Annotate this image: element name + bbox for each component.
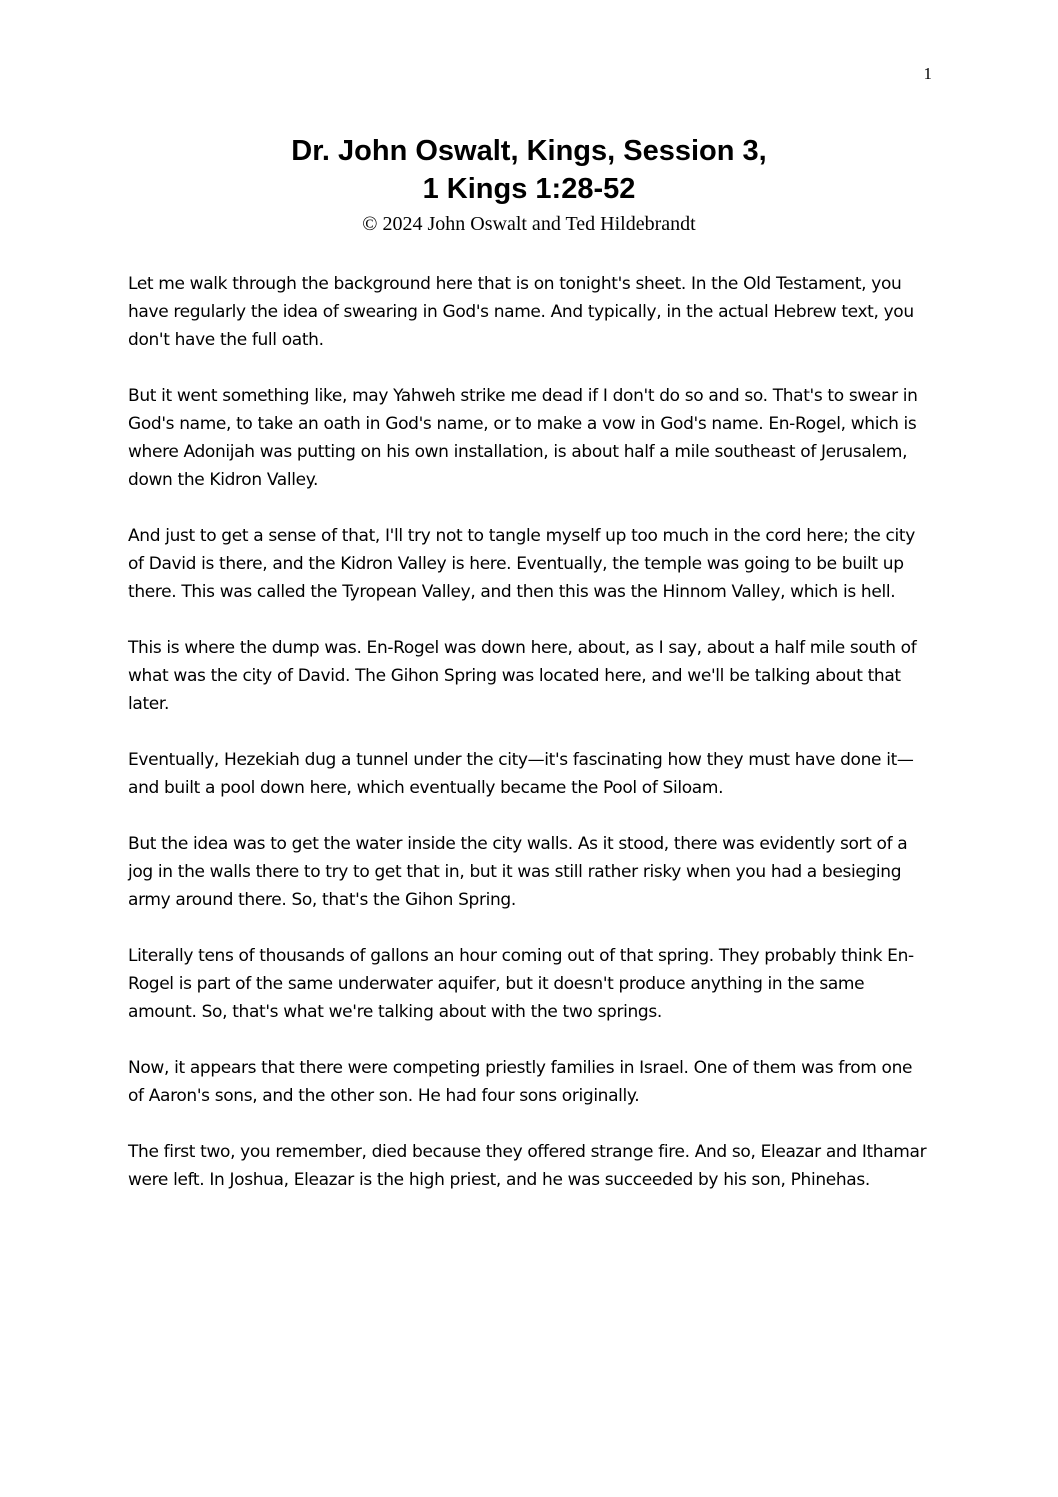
- paragraph: Now, it appears that there were competing priestly families in Israel. One of them was from one of Aaron's sons, and the other son. He had four sons originally.: [128, 1058, 913, 1106]
- paragraph: The first two, you remember, died because they offered strange fire. And so, Eleazar and Ithamar were left. In Joshua, Eleazar is the high priest, and he was succeeded by his son, Phinehas.: [128, 1142, 927, 1190]
- transcript-body: [128, 270, 930, 1222]
- copyright-notice: © 2024 John Oswalt and Ted Hildebrandt: [362, 213, 696, 235]
- paragraph: This is where the dump was. En-Rogel was down here, about, as I say, about a half mile south of what was the city of David. The Gihon Spring was located here, and we'll be talking about that later.: [128, 638, 917, 714]
- paragraph: Eventually, Hezekiah dug a tunnel under the city—it's fascinating how they must have done it—and built a pool down here, which eventually became the Pool of Siloam.: [128, 750, 914, 798]
- paragraph: And just to get a sense of that, I'll try not to tangle myself up too much in the cord here; the city of David is there, and the Kidron Valley is here. Eventually, the temple was going to be built up there. This was called the Tyropean Valley, and then this was the Hinnom Valley, which is hell.: [128, 526, 915, 602]
- document-title-line-2: 1 Kings 1:28-52: [422, 173, 636, 205]
- document-header: [0, 132, 1058, 237]
- paragraph: But it went something like, may Yahweh strike me dead if I don't do so and so. That's to swear in God's name, to take an oath in God's name, or to make a vow in God's name. En-Rogel, which is where Adonijah was putting on his own installation, is about half a mile southeast of Jerusalem, down the Kidron Valley.: [128, 386, 918, 490]
- paragraph: Let me walk through the background here that is on tonight's sheet. In the Old Testament, you have regularly the idea of swearing in God's name. And typically, in the actual Hebrew text, you don't have the full oath.: [128, 274, 914, 350]
- paragraph: Literally tens of thousands of gallons an hour coming out of that spring. They probably think En-Rogel is part of the same underwater aquifer, but it doesn't produce anything in the same amount. So, that's what we're talking about with the two springs.: [128, 946, 914, 1022]
- document-title-line-1: Dr. John Oswalt, Kings, Session 3,: [291, 135, 767, 167]
- page-number: 1: [923, 64, 932, 83]
- paragraph: But the idea was to get the water inside the city walls. As it stood, there was evidently sort of a jog in the walls there to try to get that in, but it was still rather risky when you had a besieging army around there. So, that's the Gihon Spring.: [128, 834, 908, 910]
